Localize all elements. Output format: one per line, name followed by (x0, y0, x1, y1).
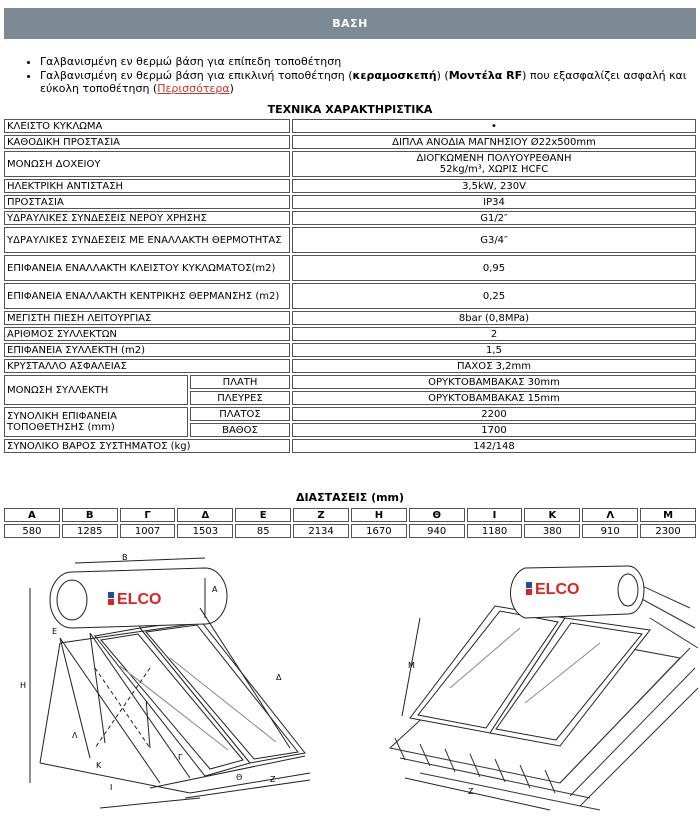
spec-label: ΚΡΥΣΤΑΛΛΟ ΑΣΦΑΛΕΙΑΣ (4, 359, 290, 373)
dimension-header: Γ (120, 508, 176, 522)
page-header (4, 8, 696, 39)
dimension-header: Β (62, 508, 118, 522)
feature-item (40, 69, 700, 95)
dimension-letter-label: Λ (72, 731, 78, 740)
spec-value: 3,5kW, 230V (292, 179, 696, 193)
dimension-letter-label: Γ (178, 753, 183, 762)
svg-text:ELCO: ELCO (535, 581, 580, 598)
dimension-header: Μ (640, 508, 696, 522)
dimension-value: 910 (582, 524, 638, 538)
spec-value: ΟΡΥΚΤΟΒΑΜΒΑΚΑΣ 15mm (292, 391, 696, 405)
dimension-letter-label: Ζ (270, 775, 276, 784)
spec-row (4, 343, 696, 357)
spec-label: ΚΑΘΟΔΙΚΗ ΠΡΟΣΤΑΣΙΑ (4, 135, 290, 149)
dimension-header: Ι (467, 508, 523, 522)
dimension-value: 2300 (640, 524, 696, 538)
spec-row (4, 375, 696, 389)
dimension-letter-label: Α (212, 585, 218, 594)
spec-value: G3/4″ (292, 227, 696, 253)
spec-row (4, 195, 696, 209)
dimensions-header-row (4, 508, 696, 522)
dimension-value: 1285 (62, 524, 118, 538)
spec-row (4, 255, 696, 281)
spec-label: ΣΥΝΟΛΙΚΟ ΒΑΡΟΣ ΣΥΣΤΗΜΑΤΟΣ (kg) (4, 439, 290, 453)
dimension-value: 580 (4, 524, 60, 538)
dimension-value: 1007 (120, 524, 176, 538)
dimensions-title: ΔΙΑΣΤΑΣΕΙΣ (mm) (295, 491, 405, 504)
dimension-header: Ε (235, 508, 291, 522)
dimension-letter-label: Η (20, 681, 27, 690)
spec-sublabel: ΒΑΘΟΣ (190, 423, 290, 437)
dimension-letter-label: Ι (110, 783, 113, 792)
spec-value: 0,25 (292, 283, 696, 309)
spec-label: ΕΠΙΦΑΝΕΙΑ ΕΝΑΛΛΑΚΤΗ ΚΛΕΙΣΤΟΥ ΚΥΚΛΩΜΑΤΟΣ(m2) (4, 255, 290, 281)
dimension-value: 2134 (293, 524, 349, 538)
dimension-letter-label: Ζ (468, 787, 474, 796)
spec-label: ΕΠΙΦΑΝΕΙΑ ΣΥΛΛΕΚΤΗ (m2) (4, 343, 290, 357)
spec-sublabel: ΠΛΑΤΗ (190, 375, 290, 389)
dimension-value: 940 (409, 524, 465, 538)
spec-value: 142/148 (292, 439, 696, 453)
installation-diagram (0, 548, 700, 840)
spec-label: ΣΥΝΟΛΙΚΗ ΕΠΙΦΑΝΕΙΑ ΤΟΠΟΘΕΤΗΣΗΣ (mm) (4, 407, 188, 437)
spec-row (4, 439, 696, 453)
spec-label: ΜΟΝΩΣΗ ΣΥΛΛΕΚΤΗ (4, 375, 188, 405)
feature-bold: Μοντέλα RF (448, 69, 523, 82)
spec-value (292, 151, 696, 177)
spec-row (4, 227, 696, 253)
spec-sublabel: ΠΛΕΥΡΕΣ (190, 391, 290, 405)
spec-row (4, 327, 696, 341)
spec-row (4, 211, 696, 225)
dimension-value: 1670 (351, 524, 407, 538)
spec-label: ΜΕΓΙΣΤΗ ΠΙΕΣΗ ΛΕΙΤΟΥΡΓΙΑΣ (4, 311, 290, 325)
dimensions-table (2, 506, 698, 540)
svg-text:ELCO: ELCO (117, 591, 162, 608)
spec-value: G1/2″ (292, 211, 696, 225)
feature-text: ) (229, 82, 234, 95)
dimension-value: 1503 (177, 524, 233, 538)
dimension-value: 1180 (467, 524, 523, 538)
elco-logo (526, 581, 579, 598)
dimensions-value-row (4, 524, 696, 538)
spec-value: ΟΡΥΚΤΟΒΑΜΒΑΚΑΣ 30mm (292, 375, 696, 389)
feature-bold: κεραμοσκεπή (352, 69, 437, 82)
spec-value-line: ΔΙΟΓΚΩΜΕΝΗ ΠΟΛΥΟΥΡΕΘΑΝΗ (416, 153, 572, 164)
features-list (28, 55, 700, 96)
spec-row (4, 119, 696, 133)
spec-value: 2200 (292, 407, 696, 421)
dimension-header: Ζ (293, 508, 349, 522)
dimension-letter-label: Β (122, 553, 128, 562)
dimension-header: Λ (582, 508, 638, 522)
spec-label: ΥΔΡΑΥΛΙΚΕΣ ΣΥΝΔΕΣΕΙΣ ΝΕΡΟΥ ΧΡΗΣΗΣ (4, 211, 290, 225)
specs-table (2, 117, 698, 455)
tiled-roof-mount-drawing (390, 566, 698, 810)
specs-title: ΤΕΧΝΙΚΑ ΧΑΡΑΚΤΗΡΙΣΤΙΚΑ (267, 103, 433, 116)
dimension-letter-label: Μ (408, 661, 415, 670)
dimension-letter-label: Θ (236, 773, 243, 782)
spec-label: ΕΠΙΦΑΝΕΙΑ ΕΝΑΛΛΑΚΤΗ ΚΕΝΤΡΙΚΗΣ ΘΕΡΜΑΝΣΗΣ (m2) (4, 283, 290, 309)
spec-value: 1700 (292, 423, 696, 437)
spec-sublabel: ΠΛΑΤΟΣ (190, 407, 290, 421)
dimension-header: Θ (409, 508, 465, 522)
spec-label: ΗΛΕΚΤΡΙΚΗ ΑΝΤΙΣΤΑΣΗ (4, 179, 290, 193)
spec-row (4, 359, 696, 373)
spec-label: ΠΡΟΣΤΑΣΙΑ (4, 195, 290, 209)
spec-row (4, 311, 696, 325)
spec-label: ΜΟΝΩΣΗ ΔΟΧΕΙΟΥ (4, 151, 290, 177)
feature-text: Γαλβανισμένη εν θερμώ βάση για επίπεδη τοποθέτηση (40, 55, 342, 68)
spec-label: ΥΔΡΑΥΛΙΚΕΣ ΣΥΝΔΕΣΕΙΣ ΜΕ ΕΝΑΛΛΑΚΤΗ ΘΕΡΜΟΤΗΤΑΣ (4, 227, 290, 253)
spec-label: ΚΛΕΙΣΤΟ ΚΥΚΛΩΜΑ (4, 119, 290, 133)
spec-label: ΑΡΙΘΜΟΣ ΣΥΛΛΕΚΤΩΝ (4, 327, 290, 341)
dimension-header: Η (351, 508, 407, 522)
spec-value: 8bar (0,8MPa) (292, 311, 696, 325)
spec-value: ΠΑΧΟΣ 3,2mm (292, 359, 696, 373)
spec-value: ΔΙΠΛΑ ΑΝΟΔΙΑ ΜΑΓΝΗΣΙΟΥ Ø22x500mm (292, 135, 696, 149)
dimension-letter-label: Ε (52, 627, 58, 636)
feature-text: ) ( (436, 69, 449, 82)
spec-row (4, 151, 696, 177)
feature-text: ) που εξασφαλίζει ασφαλή και εύκολη τοποθέτηση ( (40, 69, 687, 95)
spec-value: 1,5 (292, 343, 696, 357)
spec-row (4, 179, 696, 193)
dimension-value: 380 (524, 524, 580, 538)
feature-item (40, 55, 700, 68)
dimension-header: Δ (177, 508, 233, 522)
dimension-letter-label: Κ (96, 761, 102, 770)
spec-value: 2 (292, 327, 696, 341)
spec-value: IP34 (292, 195, 696, 209)
spec-value: 0,95 (292, 255, 696, 281)
spec-value-line: 52kg/m³, ΧΩΡΙΣ HCFC (439, 164, 549, 175)
dimension-letter-label: Δ (276, 673, 282, 682)
flat-mount-drawing (30, 558, 310, 808)
spec-row (4, 135, 696, 149)
spec-row (4, 407, 696, 421)
elco-logo (108, 591, 161, 608)
dimension-header: Α (4, 508, 60, 522)
dimension-value: 85 (235, 524, 291, 538)
spec-row (4, 283, 696, 309)
spec-value: • (292, 119, 696, 133)
more-link[interactable]: Περισσότερα (157, 82, 230, 95)
dimension-header: Κ (524, 508, 580, 522)
feature-text: Γαλβανισμένη εν θερμώ βάση για επικλινή τοποθέτηση ( (40, 69, 353, 82)
header-title: ΒΑΣΗ (332, 17, 368, 30)
